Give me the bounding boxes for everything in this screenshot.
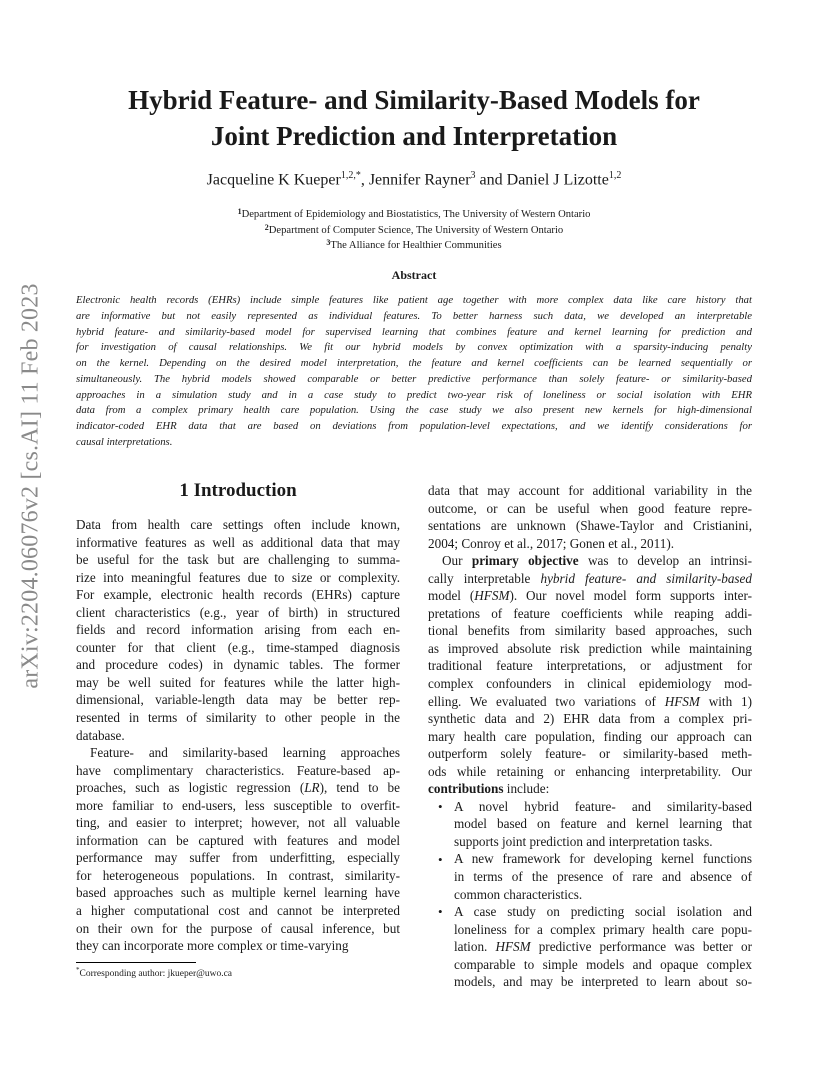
right-column-line: ods while retaining or enhancing interpretability. Our bbox=[428, 763, 752, 779]
footnote bbox=[76, 966, 232, 979]
abstract-line: indicator-coded EHR data that are based on deviations from population-level expectations, and we identify considerations for bbox=[76, 420, 752, 432]
abstract-line: Electronic health records (EHRs) include simple features like patient age together with more complex data like care history that bbox=[76, 294, 752, 306]
left-column-line: may be well suited for features while the latter high- bbox=[76, 674, 400, 690]
left-column-text bbox=[76, 516, 400, 955]
right-column-line: model (HFSM). Our novel model form supports inter- bbox=[428, 588, 752, 604]
right-column-line: A case study on predicting social isolation and bbox=[454, 904, 752, 920]
author-2-affil: 3 bbox=[470, 170, 476, 181]
right-column-line: 2004; Conroy et al., 2017; Gonen et al., 2011). bbox=[428, 535, 675, 551]
right-column-line: in terms of the presence of rare and absence of bbox=[454, 869, 752, 885]
abstract-line: approaches in a simulation study and in a case study to predict two-year risk of loneliness or social isolation with EHR bbox=[76, 388, 752, 401]
right-column-line: complex confounders in clinical epidemiology mod- bbox=[428, 676, 752, 692]
right-column-line: synthetic data and 2) EHR data from a complex pri- bbox=[428, 711, 752, 727]
footnote-mark: * bbox=[76, 966, 80, 974]
title-line-2: Joint Prediction and Interpretation bbox=[210, 121, 618, 151]
right-column-line: data that may account for additional variability in the bbox=[428, 483, 752, 498]
right-column-line: A new framework for developing kernel functions bbox=[454, 851, 752, 867]
right-column-line: tional benefits from similarity based approaches, such bbox=[428, 623, 752, 639]
right-column-line: mary health care population, finding our approach can bbox=[428, 728, 752, 744]
left-column-line: counter for that client (e.g., time-stamped diagnosis bbox=[76, 639, 400, 655]
left-column-line: performance may suffer from underfitting, especially bbox=[76, 850, 400, 866]
right-column-line: cally interpretable hybrid feature- and similarity-based bbox=[428, 570, 752, 586]
left-column-line: and procedure codes) in dynamic tables. The former bbox=[76, 657, 400, 673]
left-column-line: resented in terms of similarity to other people in the bbox=[76, 710, 400, 726]
author-1: Jacqueline K Kueper bbox=[206, 171, 341, 189]
author-3-affil: 1,2 bbox=[608, 170, 622, 181]
left-column-line: dimensional, variable-length data may be better rep- bbox=[76, 692, 400, 708]
left-column-line: more familiar to end-users, less susceptible to overfit- bbox=[76, 797, 400, 813]
right-column-line: comparable to simple models and opaque complex bbox=[454, 956, 752, 972]
left-column-line: based approaches such as multiple kernel learning have bbox=[76, 885, 400, 901]
right-column-text bbox=[428, 482, 752, 991]
abstract-line: data from a complex primary health care population. Using the case study we also present new kernels for high-dimensional bbox=[76, 404, 752, 417]
left-column-line: for heterogeneous populations. In contrast, similarity- bbox=[76, 867, 400, 883]
left-column-line: be useful for the task but are challenging to summa- bbox=[76, 552, 400, 568]
arxiv-id: arXiv:2204.06076v2 [cs.AI] 11 Feb 2023 bbox=[17, 283, 44, 689]
right-column-line: common characteristics. bbox=[454, 886, 583, 902]
left-column-line: they can incorporate more complex or time-varying bbox=[76, 938, 349, 954]
left-column-line: client characteristics (e.g., year of birth) in structured bbox=[76, 604, 400, 620]
abstract-line: hybrid feature- and similarity-based model for supervised learning that combines feature and kernel learning for prediction and bbox=[76, 325, 752, 338]
right-column-line: lation. HFSM predictive performance was better or bbox=[454, 939, 752, 955]
right-column-line: supports joint prediction and interpretation tasks. bbox=[454, 833, 713, 849]
right-column-line: traditional feature interpretations, or adjustment for bbox=[428, 658, 752, 674]
author-3: and Daniel J Lizotte bbox=[479, 171, 609, 189]
abstract-line: simultaneously. The hybrid models showed comparable or better predictive performance than solely feature- or similarity-based bbox=[76, 372, 752, 385]
bullet-marker: • bbox=[438, 798, 443, 814]
left-column-line: have complimentary characteristics. Feature-based ap- bbox=[76, 762, 400, 778]
right-column-line: models, and may be interpreted to learn about so- bbox=[454, 974, 752, 990]
left-column-line: on their own for the purpose of causal inference, but bbox=[76, 920, 400, 936]
affiliations bbox=[60, 206, 768, 253]
right-column-line: contributions include: bbox=[428, 781, 550, 797]
abstract-line: on the kernel. Depending on the desired model interpretation, the feature and kernel coefficients can be learned sequentially or bbox=[76, 357, 752, 369]
right-column-line: elling. We evaluated two variations of HFSM with 1) bbox=[428, 693, 752, 709]
left-column-line: a higher computational cost and cannot be interpreted bbox=[76, 903, 400, 919]
right-column-line: outperform solely feature- or similarity-based meth- bbox=[428, 746, 752, 762]
right-column-line: sentations are unknown (Shawe-Taylor and Cristianini, bbox=[428, 518, 752, 534]
left-column-line: ting, and easier to interpret; however, not all valuable bbox=[76, 815, 400, 831]
left-column-line: Data from health care settings often include known, bbox=[76, 517, 400, 532]
author-list: Jacqueline K Kueper$^{1,2,*}$, Jennifer Rayner$^3$ and Daniel J Lizotte$^{1,2}$ bbox=[206, 170, 622, 189]
footnote-rule bbox=[76, 962, 196, 963]
right-column-line: Our primary objective was to develop an intrinsi- bbox=[442, 553, 753, 569]
paper-title bbox=[60, 82, 768, 154]
left-column-line: database. bbox=[76, 727, 125, 743]
affiliation-2: $^2$Department of Computer Science, The University of Western Ontario bbox=[264, 222, 564, 236]
left-column-line: For example, electronic health records (EHRs) capture bbox=[76, 587, 400, 603]
abstract-line: causal interpretations. bbox=[76, 435, 173, 448]
left-column-line: rize into meaningful features due to size or complexity. bbox=[76, 569, 400, 585]
author-2: Jennifer Rayner bbox=[368, 171, 471, 189]
right-column-line: loneliness for a complex primary health care popu- bbox=[454, 921, 752, 937]
affiliation-1: $^1$Department of Epidemiology and Biostatistics, The University of Western Ontario bbox=[237, 207, 591, 220]
right-column-line: A novel hybrid feature- and similarity-based bbox=[454, 798, 752, 814]
left-column-line: information can be captured with features and model bbox=[76, 832, 400, 848]
title-line-1: Hybrid Feature- and Similarity-Based Models for bbox=[128, 85, 700, 115]
abstract-heading: Abstract bbox=[391, 268, 437, 282]
section-heading-introduction: 1 Introduction bbox=[179, 480, 297, 501]
affiliation-3: $^3$The Alliance for Healthier Communities bbox=[326, 238, 502, 252]
arxiv-stamp bbox=[13, 283, 49, 689]
footnote-text: Corresponding author: jkueper@uwo.ca bbox=[79, 969, 233, 980]
left-column-line: proaches, such as logistic regression (LR), tend to be bbox=[76, 780, 400, 796]
right-column-line: as improved absolute risk prediction while maintaining bbox=[428, 640, 752, 656]
abstract-body bbox=[76, 293, 752, 451]
abstract-line: are informative but not easily represented as individual features. To better harness such data, we developed an interpretable bbox=[76, 309, 752, 322]
right-column-line: outcome, or can be useful when good feature repre- bbox=[428, 500, 752, 516]
bullet-marker: • bbox=[438, 851, 443, 867]
bullet-marker: • bbox=[438, 904, 443, 920]
abstract-line: for investigation of causal relationships. We fit our hybrid models by convex optimization with a sparsity-inducing penalty bbox=[76, 341, 752, 354]
left-column-line: fields and record information arising from each en- bbox=[76, 622, 400, 638]
right-column-line: model based on feature and kernel learning that bbox=[454, 816, 752, 832]
author-1-affil: 1,2,* bbox=[340, 170, 361, 181]
left-column-line: Feature- and similarity-based learning approaches bbox=[90, 745, 400, 761]
left-column-line: informative features as well as additional data that may bbox=[76, 534, 400, 550]
right-column-line: pretations of feature coefficients while reaping addi- bbox=[428, 605, 752, 621]
